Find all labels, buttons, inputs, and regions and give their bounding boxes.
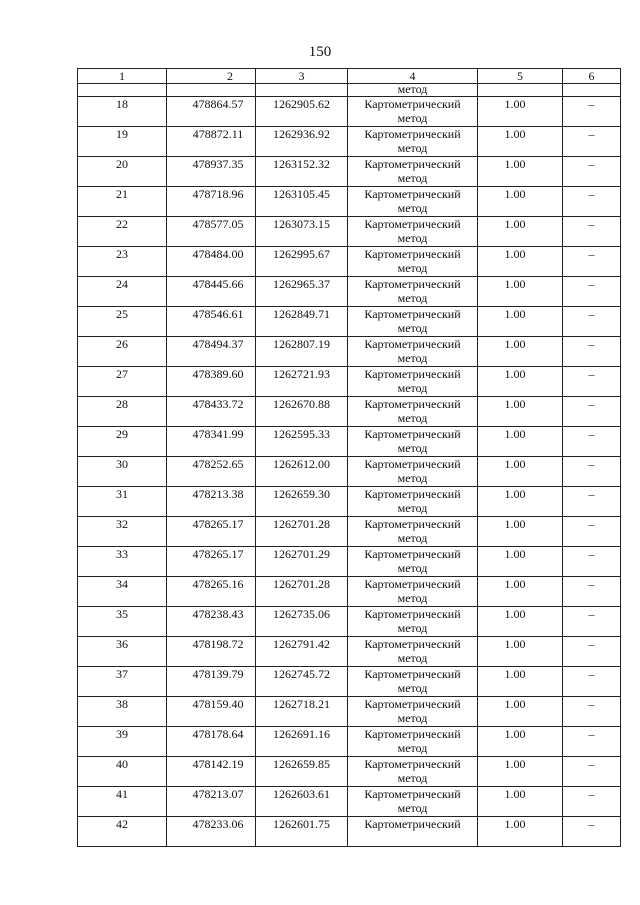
table-body bbox=[78, 84, 621, 847]
header-cell: 6 bbox=[563, 69, 621, 84]
table-row bbox=[78, 697, 621, 727]
description-cell: – bbox=[563, 517, 621, 547]
point-number-cell: 29 bbox=[78, 427, 167, 457]
method-cell: Картометрический метод bbox=[348, 637, 478, 667]
x-coordinate-cell: 478142.19 bbox=[167, 757, 256, 787]
x-coordinate-cell: 478159.40 bbox=[167, 697, 256, 727]
table-cell bbox=[563, 84, 621, 97]
description-cell: – bbox=[563, 397, 621, 427]
point-number-cell: 25 bbox=[78, 307, 167, 337]
point-number-cell: 19 bbox=[78, 127, 167, 157]
accuracy-cell: 1.00 bbox=[478, 667, 563, 697]
header-row bbox=[78, 69, 621, 84]
y-coordinate-cell: 1262936.92 bbox=[256, 127, 348, 157]
x-coordinate-cell: 478265.17 bbox=[167, 547, 256, 577]
header-cell: 4 bbox=[348, 69, 478, 84]
table-row bbox=[78, 187, 621, 217]
point-number-cell: 35 bbox=[78, 607, 167, 637]
point-number-cell: 24 bbox=[78, 277, 167, 307]
method-cell: Картометрический метод bbox=[348, 697, 478, 727]
accuracy-cell: 1.00 bbox=[478, 337, 563, 367]
point-number-cell: 41 bbox=[78, 787, 167, 817]
method-cell: Картометрический метод bbox=[348, 547, 478, 577]
y-coordinate-cell: 1262745.72 bbox=[256, 667, 348, 697]
y-coordinate-cell: 1262718.21 bbox=[256, 697, 348, 727]
table-row bbox=[78, 277, 621, 307]
accuracy-cell: 1.00 bbox=[478, 817, 563, 847]
x-coordinate-cell: 478494.37 bbox=[167, 337, 256, 367]
x-coordinate-cell: 478252.65 bbox=[167, 457, 256, 487]
x-coordinate-cell: 478864.57 bbox=[167, 97, 256, 127]
description-cell: – bbox=[563, 367, 621, 397]
method-cell: Картометрический метод bbox=[348, 397, 478, 427]
x-coordinate-cell: 478546.61 bbox=[167, 307, 256, 337]
table-row bbox=[78, 337, 621, 367]
point-number-cell: 30 bbox=[78, 457, 167, 487]
accuracy-cell: 1.00 bbox=[478, 637, 563, 667]
continuation-row bbox=[78, 84, 621, 97]
method-cell: Картометрический метод bbox=[348, 97, 478, 127]
point-number-cell: 37 bbox=[78, 667, 167, 697]
description-cell: – bbox=[563, 667, 621, 697]
description-cell: – bbox=[563, 817, 621, 847]
x-coordinate-cell: 478445.66 bbox=[167, 277, 256, 307]
page-number: 150 bbox=[308, 44, 332, 60]
header-cell: 2 bbox=[167, 69, 256, 84]
accuracy-cell: 1.00 bbox=[478, 697, 563, 727]
description-cell: – bbox=[563, 427, 621, 457]
point-number-cell: 28 bbox=[78, 397, 167, 427]
x-coordinate-cell: 478937.35 bbox=[167, 157, 256, 187]
accuracy-cell: 1.00 bbox=[478, 127, 563, 157]
x-coordinate-cell: 478265.16 bbox=[167, 577, 256, 607]
point-number-cell: 33 bbox=[78, 547, 167, 577]
accuracy-cell: 1.00 bbox=[478, 487, 563, 517]
y-coordinate-cell: 1262905.62 bbox=[256, 97, 348, 127]
y-coordinate-cell: 1263105.45 bbox=[256, 187, 348, 217]
table-row bbox=[78, 757, 621, 787]
table-cell bbox=[78, 84, 167, 97]
x-coordinate-cell: 478213.07 bbox=[167, 787, 256, 817]
table-header bbox=[78, 69, 621, 84]
method-cell: Картометрический метод bbox=[348, 757, 478, 787]
x-coordinate-cell: 478213.38 bbox=[167, 487, 256, 517]
method-cell: Картометрический метод bbox=[348, 127, 478, 157]
table-row bbox=[78, 457, 621, 487]
description-cell: – bbox=[563, 307, 621, 337]
table-cell: метод bbox=[348, 84, 478, 97]
x-coordinate-cell: 478718.96 bbox=[167, 187, 256, 217]
table-row bbox=[78, 487, 621, 517]
point-number-cell: 42 bbox=[78, 817, 167, 847]
y-coordinate-cell: 1262603.61 bbox=[256, 787, 348, 817]
method-cell: Картометрический метод bbox=[348, 247, 478, 277]
description-cell: – bbox=[563, 487, 621, 517]
x-coordinate-cell: 478872.11 bbox=[167, 127, 256, 157]
method-cell: Картометрический метод bbox=[348, 517, 478, 547]
description-cell: – bbox=[563, 787, 621, 817]
x-coordinate-cell: 478198.72 bbox=[167, 637, 256, 667]
description-cell: – bbox=[563, 757, 621, 787]
table-cell bbox=[167, 84, 256, 97]
method-cell: Картометрический метод bbox=[348, 727, 478, 757]
description-cell: – bbox=[563, 337, 621, 367]
table-row bbox=[78, 637, 621, 667]
y-coordinate-cell: 1262791.42 bbox=[256, 637, 348, 667]
table-row bbox=[78, 727, 621, 757]
header-cell: 1 bbox=[78, 69, 167, 84]
coordinates-table bbox=[77, 68, 621, 847]
table-cell bbox=[478, 84, 563, 97]
description-cell: – bbox=[563, 127, 621, 157]
table-row bbox=[78, 97, 621, 127]
method-cell: Картометрический метод bbox=[348, 217, 478, 247]
table-row bbox=[78, 607, 621, 637]
method-cell: Картометрический метод bbox=[348, 157, 478, 187]
table-row bbox=[78, 247, 621, 277]
description-cell: – bbox=[563, 637, 621, 667]
point-number-cell: 20 bbox=[78, 157, 167, 187]
y-coordinate-cell: 1263073.15 bbox=[256, 217, 348, 247]
y-coordinate-cell: 1262735.06 bbox=[256, 607, 348, 637]
method-cell: Картометрический метод bbox=[348, 367, 478, 397]
x-coordinate-cell: 478139.79 bbox=[167, 667, 256, 697]
point-number-cell: 36 bbox=[78, 637, 167, 667]
y-coordinate-cell: 1262595.33 bbox=[256, 427, 348, 457]
y-coordinate-cell: 1263152.32 bbox=[256, 157, 348, 187]
accuracy-cell: 1.00 bbox=[478, 157, 563, 187]
x-coordinate-cell: 478341.99 bbox=[167, 427, 256, 457]
x-coordinate-cell: 478577.05 bbox=[167, 217, 256, 247]
method-cell: Картометрический метод bbox=[348, 667, 478, 697]
description-cell: – bbox=[563, 727, 621, 757]
accuracy-cell: 1.00 bbox=[478, 97, 563, 127]
point-number-cell: 22 bbox=[78, 217, 167, 247]
table-row bbox=[78, 127, 621, 157]
y-coordinate-cell: 1262849.71 bbox=[256, 307, 348, 337]
table-row bbox=[78, 517, 621, 547]
description-cell: – bbox=[563, 607, 621, 637]
point-number-cell: 23 bbox=[78, 247, 167, 277]
accuracy-cell: 1.00 bbox=[478, 727, 563, 757]
point-number-cell: 21 bbox=[78, 187, 167, 217]
description-cell: – bbox=[563, 217, 621, 247]
description-cell: – bbox=[563, 157, 621, 187]
table-row bbox=[78, 367, 621, 397]
table-cell bbox=[256, 84, 348, 97]
method-cell: Картометрический метод bbox=[348, 277, 478, 307]
y-coordinate-cell: 1262701.28 bbox=[256, 577, 348, 607]
point-number-cell: 38 bbox=[78, 697, 167, 727]
y-coordinate-cell: 1262691.16 bbox=[256, 727, 348, 757]
table-row bbox=[78, 397, 621, 427]
table-row bbox=[78, 547, 621, 577]
table-row bbox=[78, 817, 621, 847]
accuracy-cell: 1.00 bbox=[478, 247, 563, 277]
y-coordinate-cell: 1262701.28 bbox=[256, 517, 348, 547]
point-number-cell: 40 bbox=[78, 757, 167, 787]
accuracy-cell: 1.00 bbox=[478, 517, 563, 547]
method-cell: Картометрический bbox=[348, 817, 478, 847]
y-coordinate-cell: 1262670.88 bbox=[256, 397, 348, 427]
x-coordinate-cell: 478233.06 bbox=[167, 817, 256, 847]
accuracy-cell: 1.00 bbox=[478, 307, 563, 337]
y-coordinate-cell: 1262721.93 bbox=[256, 367, 348, 397]
description-cell: – bbox=[563, 97, 621, 127]
description-cell: – bbox=[563, 277, 621, 307]
y-coordinate-cell: 1262612.00 bbox=[256, 457, 348, 487]
point-number-cell: 27 bbox=[78, 367, 167, 397]
point-number-cell: 31 bbox=[78, 487, 167, 517]
y-coordinate-cell: 1262659.85 bbox=[256, 757, 348, 787]
method-cell: Картометрический метод bbox=[348, 577, 478, 607]
y-coordinate-cell: 1262601.75 bbox=[256, 817, 348, 847]
table-row bbox=[78, 307, 621, 337]
x-coordinate-cell: 478389.60 bbox=[167, 367, 256, 397]
accuracy-cell: 1.00 bbox=[478, 397, 563, 427]
description-cell: – bbox=[563, 697, 621, 727]
method-cell: Картометрический метод bbox=[348, 457, 478, 487]
accuracy-cell: 1.00 bbox=[478, 277, 563, 307]
y-coordinate-cell: 1262995.67 bbox=[256, 247, 348, 277]
accuracy-cell: 1.00 bbox=[478, 757, 563, 787]
x-coordinate-cell: 478178.64 bbox=[167, 727, 256, 757]
method-cell: Картометрический метод bbox=[348, 487, 478, 517]
table-row bbox=[78, 787, 621, 817]
accuracy-cell: 1.00 bbox=[478, 787, 563, 817]
description-cell: – bbox=[563, 457, 621, 487]
point-number-cell: 26 bbox=[78, 337, 167, 367]
description-cell: – bbox=[563, 187, 621, 217]
table-row bbox=[78, 667, 621, 697]
x-coordinate-cell: 478238.43 bbox=[167, 607, 256, 637]
point-number-cell: 34 bbox=[78, 577, 167, 607]
method-cell: Картометрический метод bbox=[348, 337, 478, 367]
accuracy-cell: 1.00 bbox=[478, 457, 563, 487]
point-number-cell: 18 bbox=[78, 97, 167, 127]
table-row bbox=[78, 577, 621, 607]
x-coordinate-cell: 478265.17 bbox=[167, 517, 256, 547]
description-cell: – bbox=[563, 547, 621, 577]
header-cell: 3 bbox=[256, 69, 348, 84]
accuracy-cell: 1.00 bbox=[478, 367, 563, 397]
x-coordinate-cell: 478484.00 bbox=[167, 247, 256, 277]
method-cell: Картометрический метод bbox=[348, 427, 478, 457]
accuracy-cell: 1.00 bbox=[478, 577, 563, 607]
x-coordinate-cell: 478433.72 bbox=[167, 397, 256, 427]
description-cell: – bbox=[563, 577, 621, 607]
table-row bbox=[78, 157, 621, 187]
table-row bbox=[78, 427, 621, 457]
y-coordinate-cell: 1262965.37 bbox=[256, 277, 348, 307]
point-number-cell: 32 bbox=[78, 517, 167, 547]
accuracy-cell: 1.00 bbox=[478, 547, 563, 577]
table-row bbox=[78, 217, 621, 247]
method-cell: Картометрический метод bbox=[348, 787, 478, 817]
accuracy-cell: 1.00 bbox=[478, 607, 563, 637]
point-number-cell: 39 bbox=[78, 727, 167, 757]
accuracy-cell: 1.00 bbox=[478, 427, 563, 457]
method-cell: Картометрический метод bbox=[348, 307, 478, 337]
y-coordinate-cell: 1262701.29 bbox=[256, 547, 348, 577]
y-coordinate-cell: 1262807.19 bbox=[256, 337, 348, 367]
y-coordinate-cell: 1262659.30 bbox=[256, 487, 348, 517]
description-cell: – bbox=[563, 247, 621, 277]
accuracy-cell: 1.00 bbox=[478, 217, 563, 247]
method-cell: Картометрический метод bbox=[348, 187, 478, 217]
method-cell: Картометрический метод bbox=[348, 607, 478, 637]
header-cell: 5 bbox=[478, 69, 563, 84]
accuracy-cell: 1.00 bbox=[478, 187, 563, 217]
